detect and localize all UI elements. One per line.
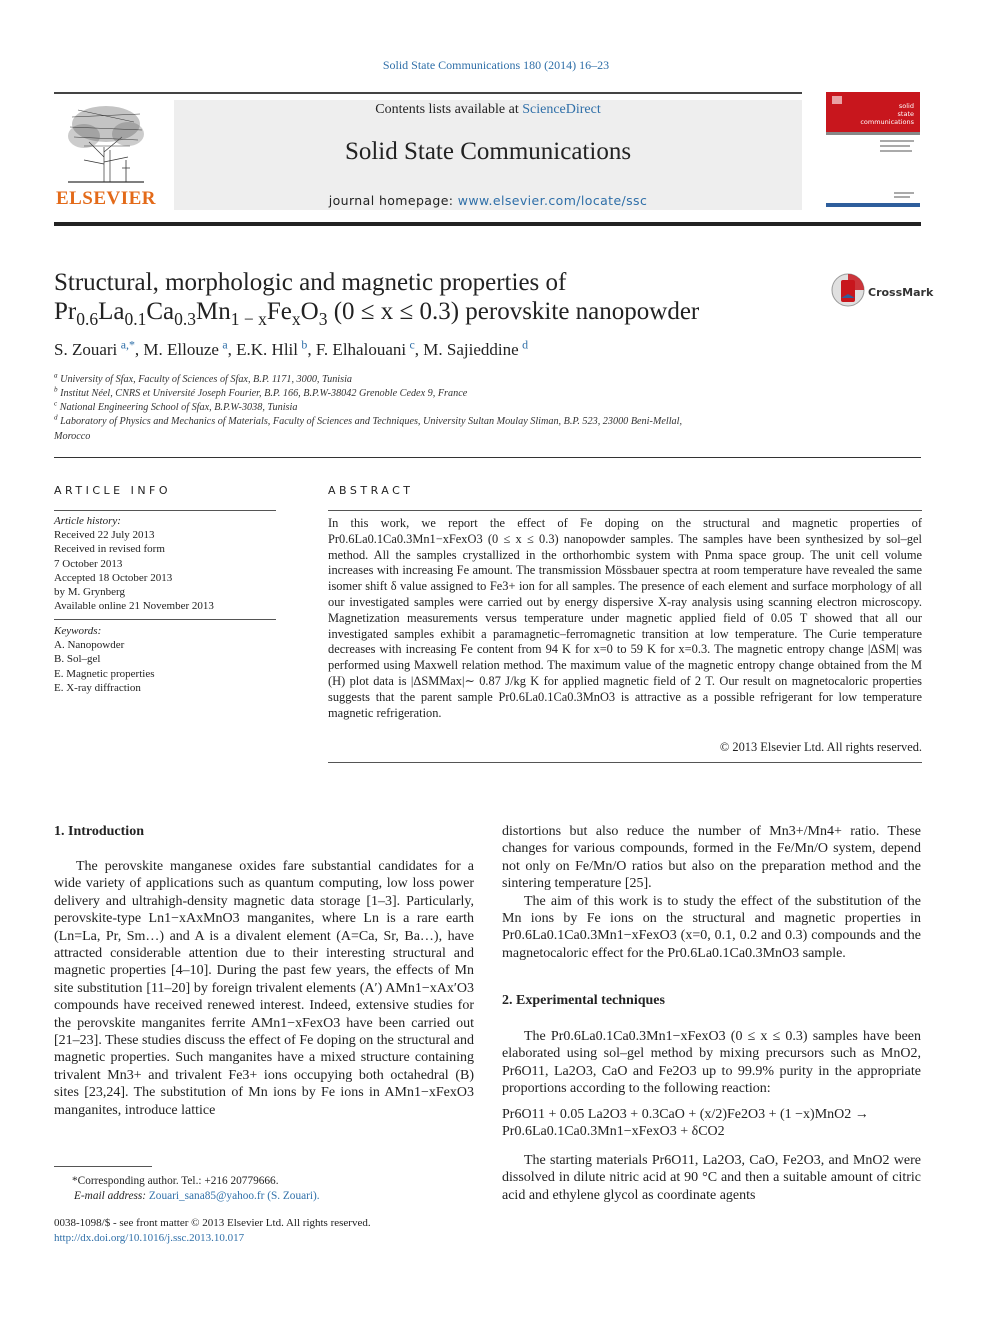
title-line-1: Structural, morphologic and magnetic properties of [54,269,567,296]
title-line-2: $Pr_{0.6}La_{0.1}Ca_{0.3}Mn_{1 - x}Fe_xO_3$ (0 ≤ x ≤ 0.3) perovskite nanopowder [54,298,700,329]
section-heading-introduction: 1. Introduction [54,824,144,839]
contents-line [174,102,802,118]
crossmark-badge[interactable] [830,272,934,312]
history-item: Available online 21 November 2013 [54,600,214,613]
intro-paragraph-2: The aim of this work is to study the effect of the substitution of the Mn ions by Fe ions on the structural and magnetic properties in Pr0.6La0.1Ca0.3Mn1−xFexO3 (x=0, 0.1, 0.2 and 0.3) compounds and the magnetocaloric effect for the Pr0.6La0.1Ca0.3MnO3 sample. [502,893,921,961]
history-item: 7 October 2013 [54,557,123,570]
affiliation-d: $^d$ Laboratory of Physics and Mechanics of Materials, Faculty of Sciences and Techniques, University Sultan Moulay Sliman, B.P. 523, 23000 Beni-Mellal, [54,413,683,427]
journal-banner [174,100,802,210]
corresponding-author-footnote [54,1174,474,1203]
reaction-line-1: Pr6O11 + 0.05 La2O3 + 0.3CaO + (x/2)Fe2O3 + (1 −x)MnO2 → [502,1107,869,1122]
contents-prefix: Contents lists available at [375,102,523,117]
footnote-rule [54,1166,152,1167]
history-item: by M. Grynberg [54,586,125,599]
article-history [54,514,276,613]
elsevier-logo [54,98,158,214]
reaction-equation [502,1106,921,1141]
history-item: Received in revised form [54,543,165,556]
reaction-line-2: Pr0.6La0.1Ca0.3Mn1−xFexO3 + δCO2 [502,1124,725,1140]
author-name[interactable]: S. Zouari [54,340,118,359]
author-affil-sup[interactable]: b [301,337,308,352]
history-item: Received 22 July 2013 [54,529,155,542]
keyword-item: E. X-ray diffraction [54,681,141,694]
keywords-rule [54,619,276,620]
elsevier-tree-icon [64,102,148,184]
experimental-paragraph-2: The starting materials Pr6O11, La2O3, CaO, Fe2O3, and MnO2 were dissolved in dilute nitric acid at 90 °C and then a suitable amount of citric acid and ethylene glycol as coordinate agents [502,1153,921,1203]
author-name[interactable]: M. Ellouze [143,340,219,359]
email-link[interactable]: Zouari_sana85@yahoo.fr (S. Zouari). [148,1189,320,1202]
issn-block [54,1216,474,1245]
author-affil-sup[interactable]: a [222,337,228,352]
footnote-tel: *Corresponding author. Tel.: +216 20779666. [72,1175,279,1187]
sciencedirect-link[interactable]: ScienceDirect [522,102,601,117]
author-affil-sup[interactable]: d [522,337,529,352]
keywords-label: Keywords: [54,625,102,637]
cover-title-text: solid [898,102,914,110]
affiliation-b: $^b$ Institut Néel, CNRS et Université Joseph Fourier, B.P. 166, B.P.W-38042 Grenoble Cedex 9, France [54,385,468,399]
homepage-prefix: journal homepage: [328,193,458,208]
article-info-heading: ARTICLE INFO [54,484,172,497]
keyword-item: B. Sol–gel [54,653,101,666]
author-list: S. Zouari $^{a,*}$, M. Ellouze $^a$, E.K. Hlil $^b$, F. Elhalouani $^c$, M. Sajieddine $^d$ [54,337,529,359]
abstract-text: In this work, we report the effect of Fe doping on the structural and magnetic properties of Pr0.6La0.1Ca0.3Mn1−xFexO3 (0 ≤ x ≤ 0.3) nanopowder samples. The samples have been synthesized by sol–gel method. All the samples crystallized in the orthorhombic system with Pnma space group. The unit cell volume increases with increasing Fe amount. The transmission Mössbauer spectra at room temperature have revealed the same isomer shift δ value assigned to Fe3+ ion for all samples. The presence of each element and surface morphology of all our investigated samples were carried out by energy dispersive X-ray analysis using scanning electron microscopy. Magnetization measurements versus temperature under magnetic applied field of 0.05 T showed that all our investigated samples exhibit a paramagnetic–ferromagnetic transition at low temperature. The Curie temperature decreases with increasing Fe content from 94 K for x=0 to 59 K for x=0.3. The magnetic entropy change |ΔSM| was performed using Maxwell relation method. The maximum value of the magnetic entropy change obtained from the M (H) plot data is |ΔSMMax|∼ 0.87 J/kg K for applied magnetic field of 2 T. Our result on magnetocaloric properties suggests that the parent sample Pr0.6La0.1Ca0.3MnO3 is attractive as a possible refrigerant for low temperature magnetic refrigeration. [328,516,922,720]
footnote-email: E-mail address: Zouari_sana85@yahoo.fr (S. Zouari). [74,1189,320,1202]
keyword-item: A. Nanopowder [54,639,125,652]
header-rule [54,222,921,226]
elsevier-wordmark: ELSEVIER [55,188,157,209]
keyword-item: E. Magnetic properties [54,667,155,680]
svg-text:state: state [897,110,914,118]
intro-paragraph-1-continued: distortions but also reduce the number of Mn3+/Mn4+ ratio. These changes for various compounds, formed in the Fe/Mn/O system, depend not only on Fe/Mn/O ratios but also on the preparation method and the sintering temperature [25]. The aim of this work is to study the effect of the substitution of the Mn ions by Fe ions on the structural and magnetic properties in Pr0.6La0.1Ca0.3Mn1−xFexO3 (x=0, 0.1, 0.2 and 0.3) compounds and the magnetocaloric effect for the Pr0.6La0.1Ca0.3MnO3 sample. [502,824,921,961]
history-item: Accepted 18 October 2013 [54,571,173,584]
journal-homepage [174,193,802,208]
author-name[interactable]: M. Sajieddine [423,340,519,359]
issn-line: 0038-1098/$ - see front matter © 2013 Elsevier Ltd. All rights reserved. [54,1217,371,1229]
author-name[interactable]: E.K. Hlil [236,340,298,359]
journal-title: Solid State Communications [344,138,632,165]
article-title [54,268,814,329]
experimental-paragraph-1: The Pr0.6La0.1Ca0.3Mn1−xFexO3 (0 ≤ x ≤ 0.3) samples have been elaborated using sol–gel method by mixing precursors such as MnO2, Pr6O11, La2O3, CaO and Fe2O3 up to 99.9% purity in the appropriate proportions according to the following reaction: [502,1029,921,1097]
intro-paragraph-1: The perovskite manganese oxides fare substantial candidates for a wide variety of applications such as quantum computing, low loss power delivery and ultrahigh-density magnetic data storage [1–3]. Particularly, perovskite-type Ln1−xAxMnO3 manganites, where Ln is a rare earth (Ln=La, Pr, Sm…) and A is a divalent element (A=Ca, Sr, Ba…), have attracted considerable attention due to their interesting structural and magnetic properties [4–10]. During the past few years, the effects of Mn site substitution [11–20] by foreign trivalent elements (A′) AMn1−xAx′O3 compounds have received renewed interest. Indeed, extensive studies for the perovskite manganites ferrite AMn1−xFexO3 have been carried out [21–23]. These studies discuss the effect of Fe doping on the structural and magnetic properties. Such manganites have a mixed structure containing trivalent Mn3+ and trivalent Fe3+ ions occupying both octahedral (B) sites [23,24]. The substitution of Mn ions by Fe ions in AMn1−xFexO3 manganites, introduce lattice [54,859,474,1118]
article-info-rule [54,510,276,511]
homepage-link[interactable]: www.elsevier.com/locate/ssc [457,193,648,208]
crossmark-icon [830,272,866,308]
abstract-heading: ABSTRACT [328,484,414,497]
banner-top-rule [54,92,802,94]
author-name[interactable]: F. Elhalouani [315,340,407,359]
keywords [54,624,276,695]
affiliation-c: $^c$ National Engineering School of Sfax, B.P.W-3038, Tunisia [54,399,298,413]
journal-cover-icon [826,92,920,208]
abstract-copyright: © 2013 Elsevier Ltd. All rights reserved. [719,740,922,754]
abstract-top-rule [328,510,922,511]
affiliations-rule [54,457,921,458]
author-affil-sup[interactable]: a,* [120,337,135,352]
abstract-bottom-rule [328,762,922,763]
journal-cover-thumbnail [826,92,920,208]
doi-link[interactable]: http://dx.doi.org/10.1016/j.ssc.2013.10.017 [54,1231,245,1244]
affiliation-a: $^a$ University of Sfax, Faculty of Sciences of Sfax, B.P. 1171, 3000, Tunisia [54,371,353,385]
journal-citation[interactable]: Solid State Communications 180 (2014) 16–23 [382,58,610,72]
crossmark-label: CrossMark [868,286,934,299]
asterisk-marker: * [72,1175,78,1187]
affiliation-d-cont: Morocco [54,431,91,442]
svg-text:communications: communications [860,118,914,126]
author-affil-sup[interactable]: c [409,337,415,352]
history-label: Article history: [54,515,121,527]
section-heading-experimental: 2. Experimental techniques [502,993,665,1008]
